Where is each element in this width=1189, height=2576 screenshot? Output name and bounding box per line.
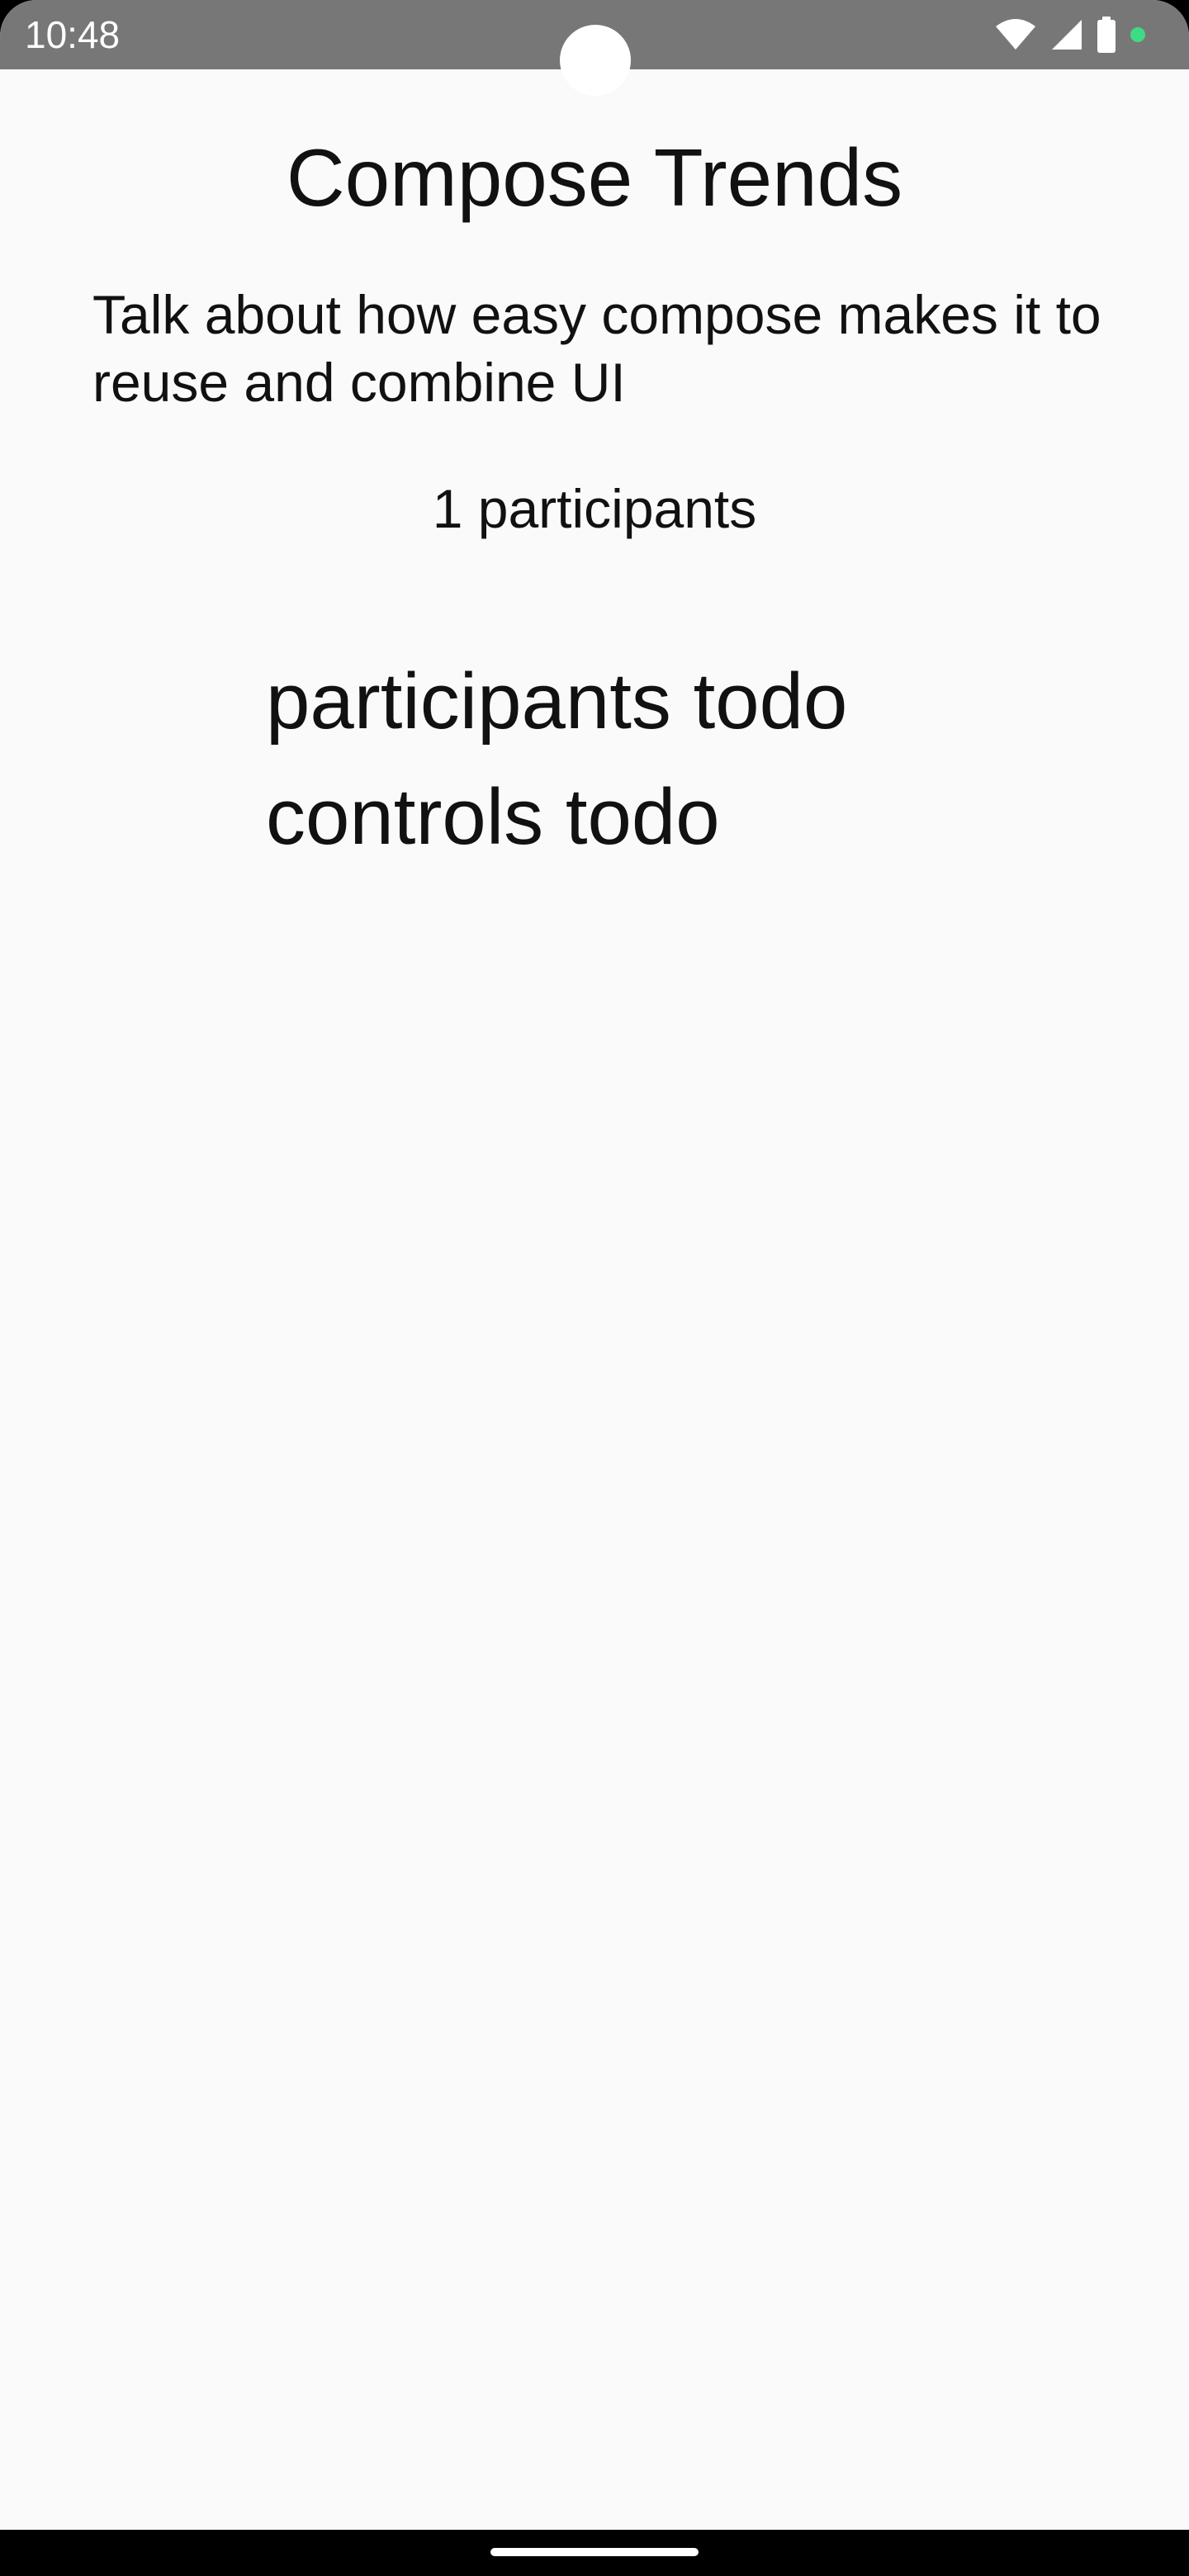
controls-placeholder: controls todo [266,773,720,861]
participants-count: 1 participants [432,478,757,539]
camera-cutout [560,25,631,96]
battery-icon [1097,17,1116,53]
participants-placeholder: participants todo [266,657,848,746]
talk-description: Talk about how easy compose makes it to reuse and combine UI [92,284,1101,413]
placeholder-content [266,644,1092,875]
privacy-indicator-dot [1128,25,1148,45]
home-gesture-handle[interactable] [490,2548,699,2556]
cellular-signal-icon [1049,18,1085,51]
navigation-bar [0,2530,1189,2576]
talk-title: Compose Trends [286,132,903,223]
status-time: 10:48 [25,13,121,56]
wifi-icon [994,18,1037,51]
status-icons [994,17,1148,53]
